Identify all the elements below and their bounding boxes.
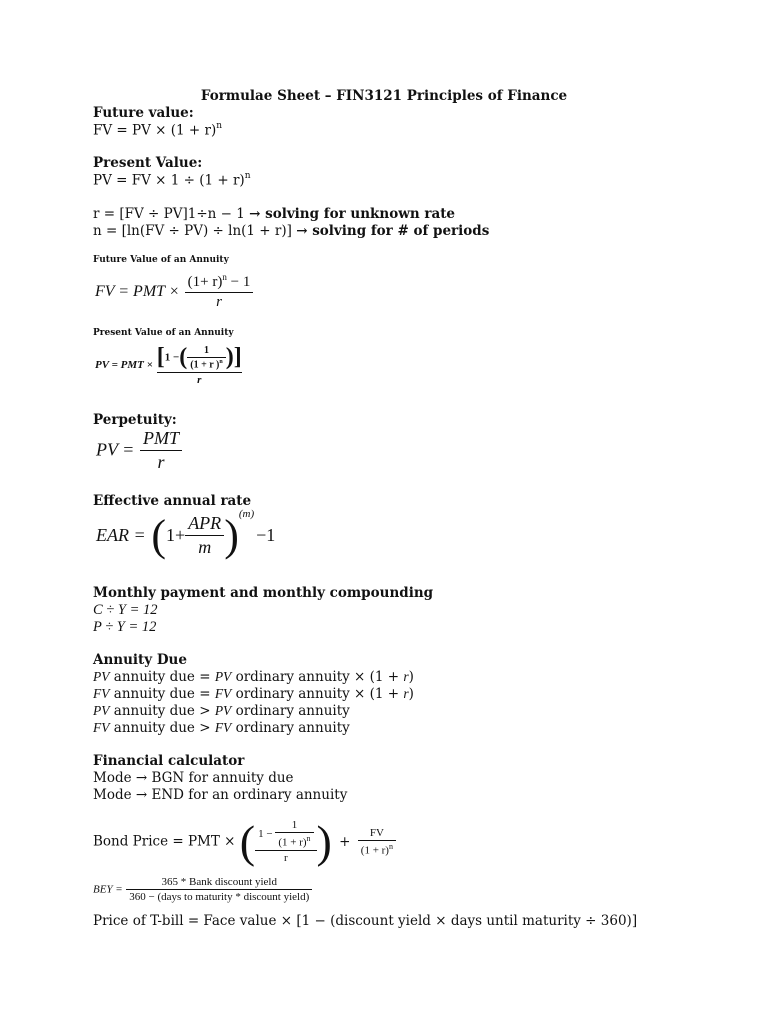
page-title: Formulae Sheet – FIN3121 Principles of Finance [200, 88, 568, 104]
calculator-line-end: Mode → END for an ordinary annuity [93, 787, 348, 803]
future-value-formula: FV = PV × $(1 + r)^n$ [93, 121, 223, 139]
present-value-formula: PV = FV × $1 \div (1 + r)^n$ [93, 171, 251, 189]
monthly-line-p: P ÷ Y = 12 [93, 619, 157, 635]
annuity-due-line-2: FV annuity due = FV ordinary annuity × (1 + r) [93, 686, 414, 702]
bey-formula: BEY = $\frac{\text{365 * Bank discount yield}}{\text{360 − (days to maturity * discount yield)}}$ [93, 876, 312, 903]
annuity-due-line-4: FV annuity due > FV ordinary annuity [93, 720, 350, 736]
perpetuity-heading: Perpetuity: [93, 412, 177, 428]
ear-heading: Effective annual rate [93, 493, 252, 509]
rate-formula: r = [FV ÷ PV]1÷n − 1 → solving for unknown rate [93, 206, 456, 222]
pva-label: Present Value of an Annuity [93, 328, 234, 338]
fva-label: Future Value of an Annuity [93, 255, 229, 265]
pva-formula: PV = PMT × [1 −( $\frac{1}{(1 + r )^n}$ )] r [95, 344, 242, 386]
bond-price-formula: Bond Price = PMT × ( 1 − $\frac{1}{(1 + r)^n}$ r ) + $\frac{FV}{(1 + r)^n}$ [93, 815, 396, 868]
annuity-due-line-3: PV annuity due > PV ordinary annuity [93, 703, 350, 719]
ear-formula: EAR = (1+ $\frac{\text{APR}}{m}$ )$^{(m)}$−1 [96, 508, 276, 560]
monthly-line-c: C ÷ Y = 12 [93, 602, 158, 618]
tbill-formula: Price of T-bill = Face value × [1 − (discount yield × days until maturity ÷ 360)] [93, 913, 638, 929]
perpetuity-formula: PV = $\frac{\text{PMT}}{r}$ [96, 428, 182, 473]
calculator-line-bgn: Mode → BGN for annuity due [93, 770, 294, 786]
annuity-due-line-1: PV annuity due = PV ordinary annuity × (1 + r) [93, 669, 414, 685]
monthly-heading: Monthly payment and monthly compounding [93, 585, 434, 601]
calculator-heading: Financial calculator [93, 753, 245, 769]
periods-formula: n = [ln(FV ÷ PV) ÷ ln(1 + r)] → solving for # of periods [93, 223, 490, 239]
fva-formula: FV = PMT × $\frac{(1+ r)^n - 1}{r}$ [95, 272, 253, 311]
fva-fraction: $\frac{(1+ r)^n - 1}{r}$ [185, 272, 254, 311]
future-value-heading: Future value: [93, 105, 194, 121]
pva-fraction: [1 −( $\frac{1}{(1 + r )^n}$ )] r [156, 344, 242, 386]
perpetuity-fraction: $\frac{\text{PMT}}{r}$ [140, 428, 182, 473]
present-value-heading: Present Value: [93, 155, 203, 171]
annuity-due-heading: Annuity Due [93, 652, 187, 668]
